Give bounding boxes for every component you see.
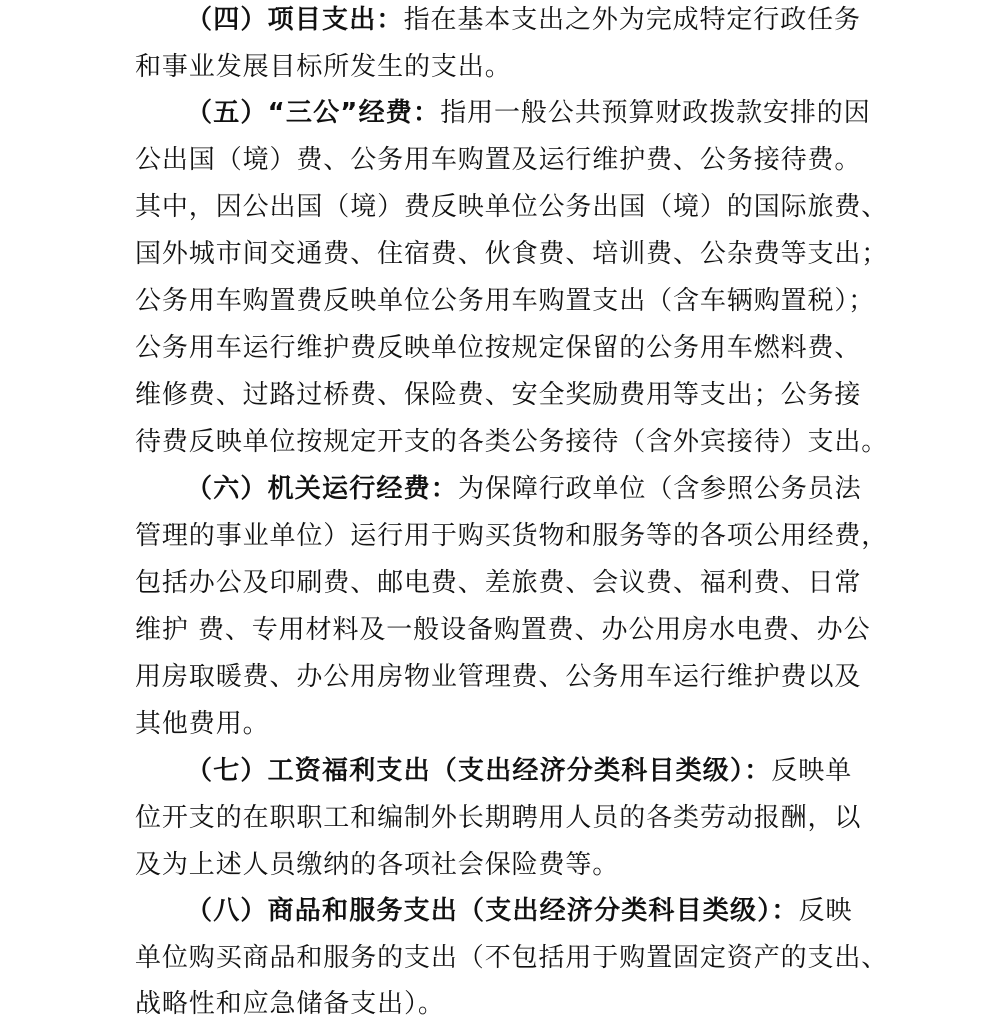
section-heading: （四）项目支出：: [186, 5, 404, 35]
paragraph-line: [186, 896, 852, 926]
paragraph-line: 包括办公及印刷费、邮电费、差旅费、会议费、福利费、日常: [135, 568, 862, 598]
paragraph-line: 待费反映单位按规定开支的各类公务接待（含外宾接待）支出。: [135, 427, 889, 457]
paragraph-line: [186, 5, 861, 35]
paragraph-line: 战略性和应急储备支出）。: [135, 989, 445, 1019]
paragraph-text: 反映单: [771, 756, 853, 786]
section-heading: （六）机关运行经费：: [186, 474, 459, 504]
paragraph-line: 其他费用。: [135, 709, 270, 739]
paragraph-line: 其中，因公出国（境）费反映单位公务出国（境）的国际旅费、: [135, 192, 889, 222]
paragraph-line: 公务用车购置费反映单位公务用车购置支出（含车辆购置税）；: [135, 286, 876, 316]
paragraph-line: 位开支的在职职工和编制外长期聘用人员的各类劳动报酬，以: [135, 803, 862, 833]
paragraph-line: 公务用车运行维护费反映单位按规定保留的公务用车燃料费、: [135, 333, 862, 363]
section-heading: （五）“三公”经费：: [186, 98, 441, 128]
paragraph-line: 及为上述人员缴纳的各项社会保险费等。: [135, 850, 620, 880]
paragraph-line: 国外城市间交通费、住宿费、伙食费、培训费、公杂费等支出；: [135, 239, 889, 269]
paragraph-line: [186, 98, 871, 128]
paragraph-line: 维护 费、专用材料及一般设备购置费、办公用房水电费、办公: [135, 615, 871, 645]
paragraph-line: 用房取暖费、办公用房物业管理费、公务用车运行维护费以及: [135, 662, 862, 692]
paragraph-text: 反映: [798, 896, 853, 926]
paragraph-line: 管理的事业单位）运行用于购买货物和服务等的各项公用经费，: [135, 521, 889, 551]
paragraph-text: 指用一般公共预算财政拨款安排的因: [440, 98, 871, 128]
paragraph-text: 为保障行政单位（含参照公务员法: [458, 474, 862, 504]
paragraph-text: 指在基本支出之外为完成特定行政任务: [403, 5, 861, 35]
paragraph-line: 维修费、过路过桥费、保险费、安全奖励费用等支出；公务接: [135, 380, 862, 410]
section-heading: （七）工资福利支出（支出经济分类科目类级）：: [186, 756, 772, 786]
paragraph-line: 公出国（境）费、公务用车购置及运行维护费、公务接待费。: [135, 145, 862, 175]
section-heading: （八）商品和服务支出（支出经济分类科目类级）：: [186, 896, 799, 926]
paragraph-line: 和事业发展目标所发生的支出。: [135, 52, 512, 82]
paragraph-line: 单位购买商品和服务的支出（不包括用于购置固定资产的支出、: [135, 943, 889, 973]
paragraph-line: [186, 474, 862, 504]
paragraph-line: [186, 756, 852, 786]
